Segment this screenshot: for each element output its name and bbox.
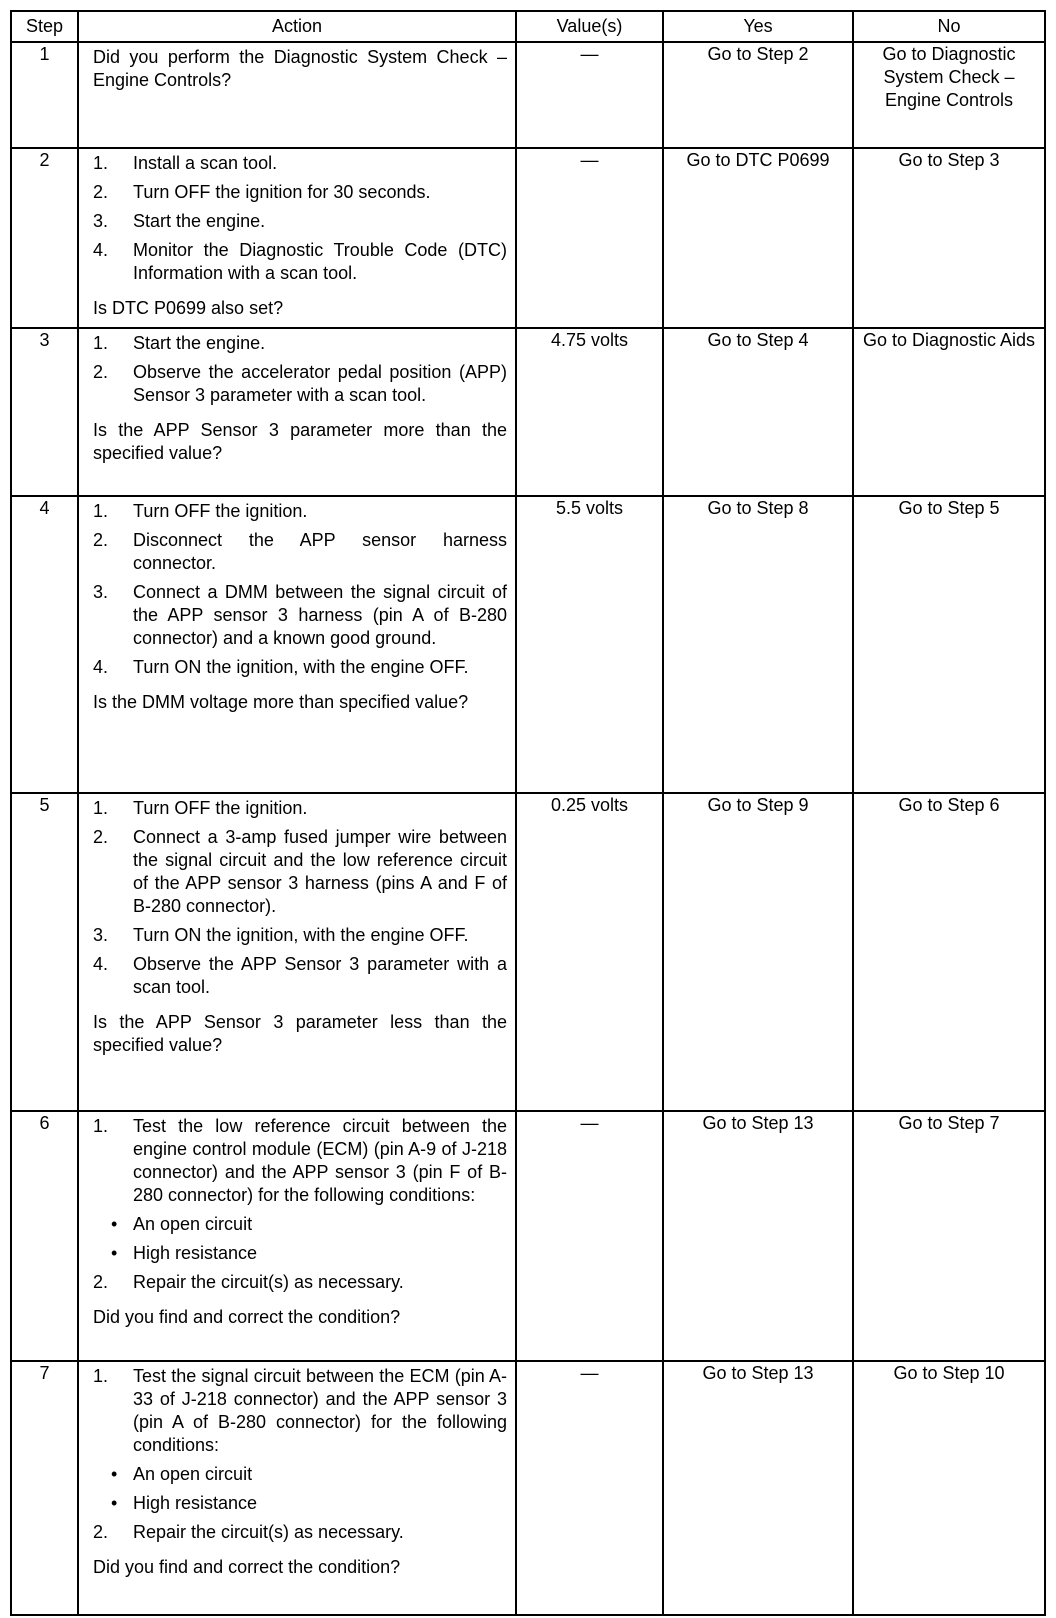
step-number: 4 <box>11 496 78 793</box>
bullet-icon: • <box>111 1214 118 1234</box>
action-question: Is DTC P0699 also set? <box>93 298 284 318</box>
table-row <box>11 1111 1045 1361</box>
value-cell: — <box>516 1361 663 1615</box>
action-steps-list <box>93 1365 507 1544</box>
action-step-text: Repair the circuit(s) as necessary. <box>133 1272 404 1292</box>
no-cell <box>853 328 1045 496</box>
action-step-number: 1. <box>93 153 109 173</box>
action-step-item <box>93 332 507 355</box>
yes-action-text: Go to Step 13 <box>702 1113 814 1133</box>
yes-cell <box>663 148 853 328</box>
header-values: Value(s) <box>516 11 663 42</box>
header-no: No <box>853 11 1045 42</box>
action-step-number: 2. <box>93 1272 109 1292</box>
action-step-text: Turn ON the ignition, with the engine OFF. <box>133 925 469 945</box>
action-question: Did you perform the Diagnostic System Check – Engine Controls? <box>93 47 507 90</box>
action-step-number: 1. <box>93 501 109 521</box>
action-step-item <box>93 181 507 204</box>
action-step-text: Connect a DMM between the signal circuit of the APP sensor 3 harness (pin A of B-280 connector) and a known good ground. <box>133 582 507 648</box>
action-step-text: Start the engine. <box>133 333 266 353</box>
table-row <box>11 496 1045 793</box>
action-step-number: 1. <box>93 333 109 353</box>
action-step-item <box>93 1271 507 1294</box>
action-step-text: Test the low reference circuit between the engine control module (ECM) (pin A-9 of J-218 connector) and the APP sensor 3 (pin F of B-280 connector) for the following conditions: <box>133 1116 507 1205</box>
action-step-text: Disconnect the APP sensor harness connector. <box>133 530 507 573</box>
yes-cell <box>663 328 853 496</box>
step-number: 6 <box>11 1111 78 1361</box>
action-cell <box>78 42 516 148</box>
no-action-text: Go to Step 6 <box>898 795 1000 815</box>
yes-cell <box>663 1361 853 1615</box>
action-steps-list <box>93 332 507 407</box>
action-step-text: Connect a 3-amp fused jumper wire between the signal circuit and the low reference circuit of the APP sensor 3 harness (pins A and F of B-280 connector). <box>133 827 507 916</box>
action-question: Is the APP Sensor 3 parameter more than the specified value? <box>93 420 507 463</box>
value-cell: 0.25 volts <box>516 793 663 1111</box>
yes-action-text: Go to Step 4 <box>707 330 809 350</box>
action-steps-list <box>93 1115 507 1294</box>
action-question: Did you find and correct the condition? <box>93 1307 401 1327</box>
diagnostic-table <box>10 10 1046 1616</box>
yes-action-text: Go to Step 13 <box>702 1363 814 1383</box>
condition-item <box>93 1492 507 1515</box>
action-step-number: 3. <box>93 211 109 231</box>
action-step-number: 2. <box>93 182 109 202</box>
action-step-number: 4. <box>93 954 109 974</box>
no-cell <box>853 496 1045 793</box>
yes-action-text: Go to Step 9 <box>707 795 809 815</box>
action-step-item <box>93 581 507 650</box>
header-step: Step <box>11 11 78 42</box>
action-step-number: 2. <box>93 1522 109 1542</box>
yes-action-text: Go to DTC P0699 <box>686 150 830 170</box>
action-step-text: Turn ON the ignition, with the engine OFF. <box>133 657 469 677</box>
action-step-item <box>93 1365 507 1515</box>
step-number: 7 <box>11 1361 78 1615</box>
action-step-item <box>93 239 507 285</box>
action-step-item <box>93 500 507 523</box>
action-steps-list <box>93 152 507 285</box>
action-step-text: Turn OFF the ignition for 30 seconds. <box>133 182 431 202</box>
yes-action-text: Go to Step 2 <box>707 44 809 64</box>
action-step-item <box>93 1115 507 1265</box>
no-cell <box>853 148 1045 328</box>
yes-cell <box>663 42 853 148</box>
bullet-icon: • <box>111 1243 118 1263</box>
action-step-item <box>93 1521 507 1544</box>
step-number: 3 <box>11 328 78 496</box>
action-step-number: 2. <box>93 530 109 550</box>
yes-cell <box>663 496 853 793</box>
action-cell <box>78 1111 516 1361</box>
action-cell <box>78 496 516 793</box>
action-step-number: 2. <box>93 362 109 382</box>
condition-list <box>93 1463 507 1515</box>
action-steps-list <box>93 500 507 679</box>
action-step-item <box>93 656 507 679</box>
table-row <box>11 793 1045 1111</box>
table-row <box>11 1361 1045 1615</box>
action-step-text: Observe the accelerator pedal position (APP) Sensor 3 parameter with a scan tool. <box>133 362 507 405</box>
no-cell <box>853 1111 1045 1361</box>
action-step-item <box>93 210 507 233</box>
action-step-item <box>93 924 507 947</box>
action-step-number: 2. <box>93 827 109 847</box>
condition-item <box>93 1463 507 1486</box>
action-step-item <box>93 826 507 918</box>
action-step-number: 4. <box>93 657 109 677</box>
condition-text: An open circuit <box>133 1214 253 1234</box>
action-steps-list <box>93 797 507 999</box>
action-step-number: 4. <box>93 240 109 260</box>
action-step-number: 1. <box>93 798 109 818</box>
action-step-item <box>93 152 507 175</box>
action-question: Is the DMM voltage more than specified value? <box>93 692 469 712</box>
header-action: Action <box>78 11 516 42</box>
table-row <box>11 328 1045 496</box>
bullet-icon: • <box>111 1493 118 1513</box>
action-cell <box>78 328 516 496</box>
action-step-number: 3. <box>93 925 109 945</box>
yes-cell <box>663 793 853 1111</box>
value-cell: — <box>516 148 663 328</box>
value-cell: — <box>516 1111 663 1361</box>
no-action-text: Go to Step 5 <box>898 498 1000 518</box>
yes-action-text: Go to Step 8 <box>707 498 809 518</box>
condition-text: High resistance <box>133 1243 258 1263</box>
value-cell: 4.75 volts <box>516 328 663 496</box>
action-cell <box>78 148 516 328</box>
no-action-text: Go to Step 3 <box>898 150 1000 170</box>
step-number: 2 <box>11 148 78 328</box>
table-header-row <box>11 11 1045 42</box>
table-row <box>11 148 1045 328</box>
step-number: 1 <box>11 42 78 148</box>
condition-list <box>93 1213 507 1265</box>
action-cell <box>78 1361 516 1615</box>
condition-text: An open circuit <box>133 1464 253 1484</box>
action-step-text: Start the engine. <box>133 211 266 231</box>
action-question: Did you find and correct the condition? <box>93 1557 401 1577</box>
header-yes: Yes <box>663 11 853 42</box>
condition-item <box>93 1242 507 1265</box>
action-step-text: Observe the APP Sensor 3 parameter with a scan tool. <box>133 954 507 997</box>
step-number: 5 <box>11 793 78 1111</box>
no-cell <box>853 793 1045 1111</box>
no-cell <box>853 1361 1045 1615</box>
action-step-number: 1. <box>93 1116 109 1136</box>
yes-cell <box>663 1111 853 1361</box>
action-step-text: Turn OFF the ignition. <box>133 798 308 818</box>
action-step-text: Test the signal circuit between the ECM (pin A-33 of J-218 connector) and the APP sensor 3 (pin A of B-280 connector) for the following conditions: <box>133 1366 507 1455</box>
no-cell <box>853 42 1045 148</box>
action-cell <box>78 793 516 1111</box>
action-step-number: 1. <box>93 1366 109 1386</box>
value-cell: — <box>516 42 663 148</box>
condition-text: High resistance <box>133 1493 258 1513</box>
no-action-text: Go to Step 7 <box>898 1113 1000 1133</box>
action-step-item <box>93 953 507 999</box>
action-step-item <box>93 361 507 407</box>
no-action-text: Go to Diagnostic Aids <box>862 330 1036 350</box>
table-row <box>11 42 1045 148</box>
value-cell: 5.5 volts <box>516 496 663 793</box>
action-step-text: Turn OFF the ignition. <box>133 501 308 521</box>
no-action-text: Go to Diagnostic System Check – Engine Controls <box>882 44 1016 110</box>
action-question: Is the APP Sensor 3 parameter less than the specified value? <box>93 1012 507 1055</box>
action-step-text: Repair the circuit(s) as necessary. <box>133 1522 404 1542</box>
bullet-icon: • <box>111 1464 118 1484</box>
action-step-text: Monitor the Diagnostic Trouble Code (DTC) Information with a scan tool. <box>133 240 507 283</box>
action-step-item <box>93 529 507 575</box>
action-step-number: 3. <box>93 582 109 602</box>
action-step-item <box>93 797 507 820</box>
action-step-text: Install a scan tool. <box>133 153 278 173</box>
condition-item <box>93 1213 507 1236</box>
no-action-text: Go to Step 10 <box>893 1363 1005 1383</box>
